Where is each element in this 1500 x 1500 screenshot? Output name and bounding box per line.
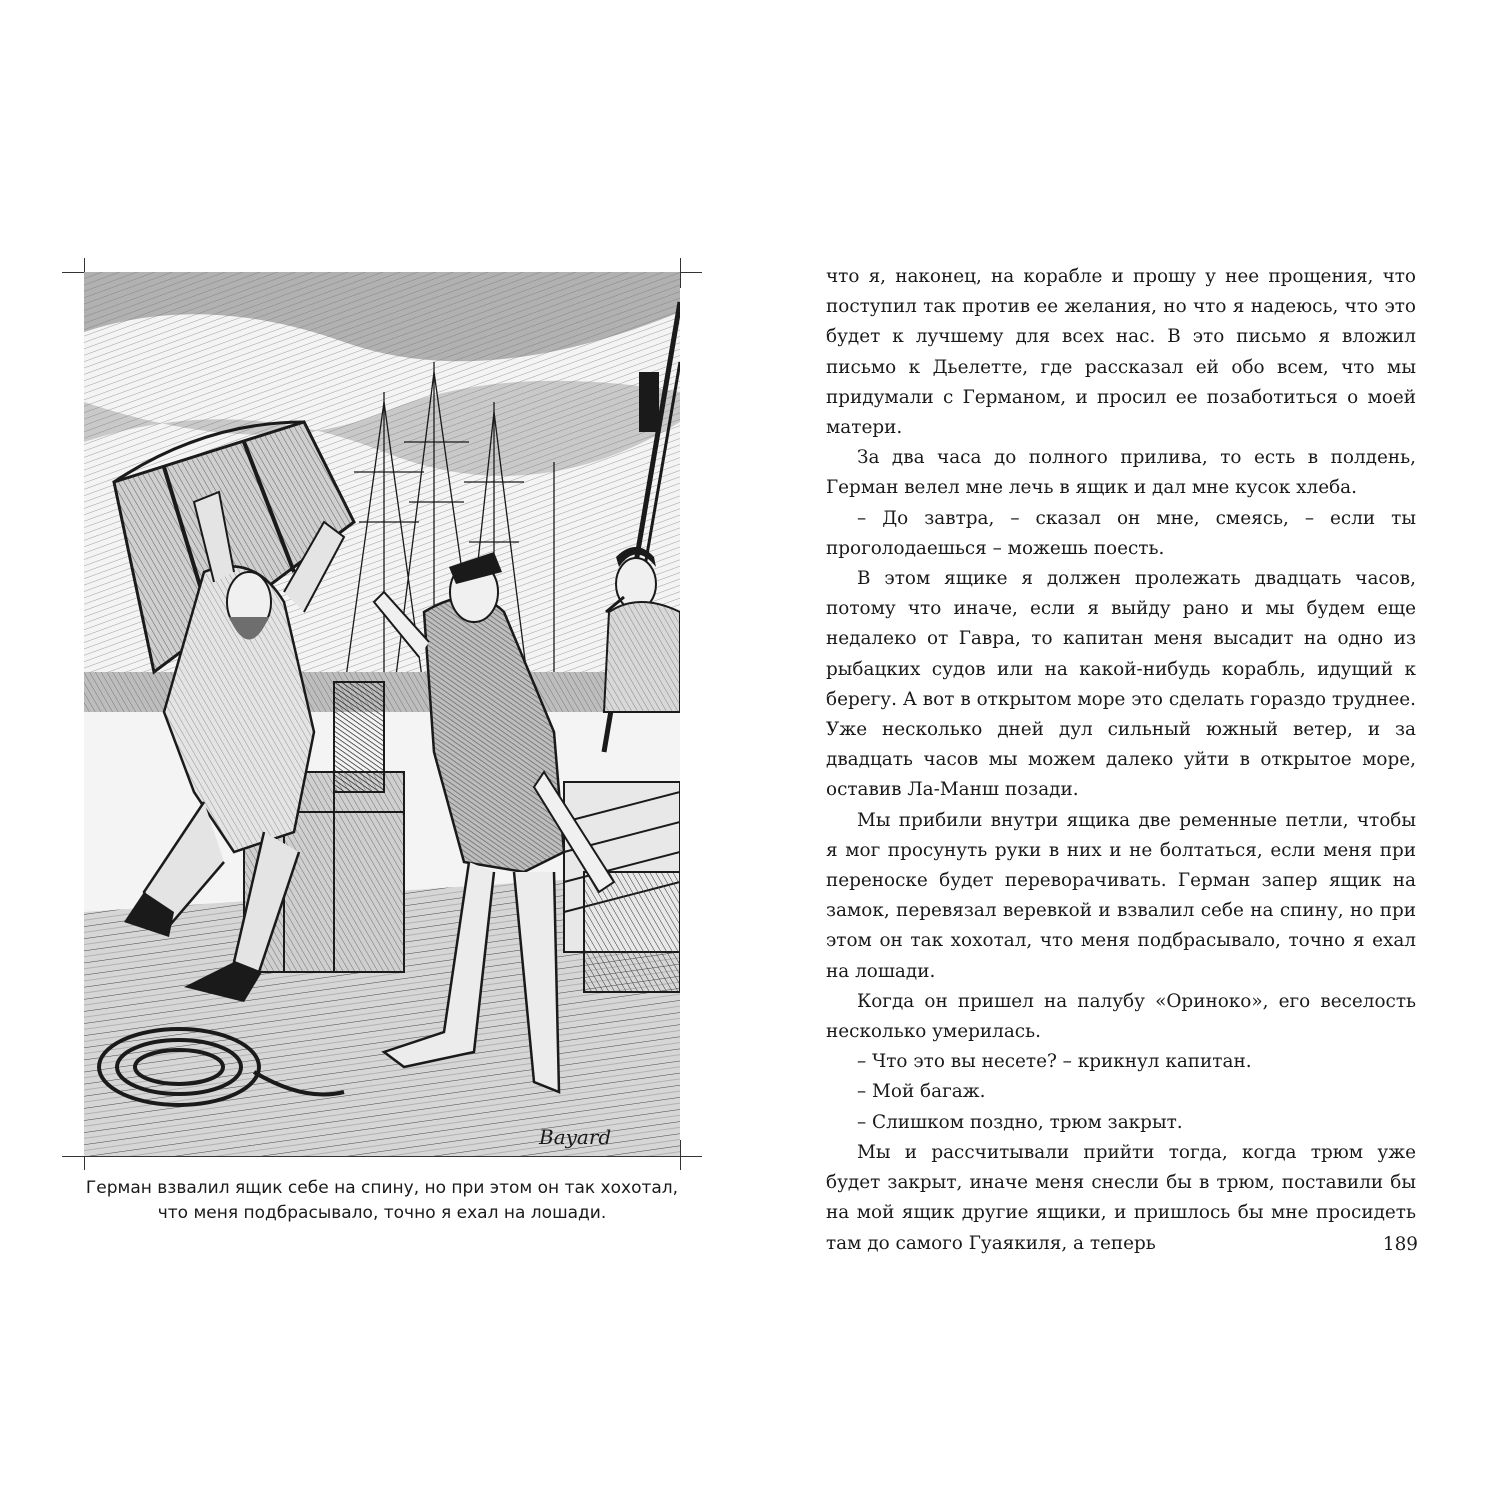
crop-mark-bottom [62,1156,702,1157]
illustration-caption [62,1176,702,1226]
caption-line-2: что меня подбрасывало, точно я ехал на лошади. [157,1203,607,1223]
dialogue-line: – До завтра, – сказал он мне, смеясь, – если ты проголодаешься – можешь поесть. [826,507,1416,559]
engraving-svg [84,272,680,1156]
page-number: 189 [1382,1234,1418,1255]
paragraph: За два часа до полного прилива, то есть в полдень, Герман велел мне лечь в ящик и дал мне кусок хлеба. [826,447,1416,499]
engraving-illustration [84,272,680,1156]
caption-line-1: Герман взвалил ящик себе на спину, но при этом он так хохотал, [85,1178,679,1198]
dialogue-line: – Что это вы несете? – крикнул капитан. [857,1051,1252,1073]
illustration-frame [62,258,702,1170]
paragraph: Мы прибили внутри ящика две ременные петли, чтобы я мог просунуть руки в них и не болтаться, если меня при переноске будет переворачивать. Герман запер ящик на замок, перевязал веревкой и взвалил себе на спину, но при этом он так хохотал, что меня подбрасывало, точно я ехал на лошади. [826,809,1416,982]
paragraph: В этом ящике я должен пролежать двадцать часов, потому что иначе, если я выйду рано и мы будем еще недалеко от Гавра, то капитан меня высадит на одно из рыбацких судов или на какой-нибудь корабль, идущий к берегу. А вот в открытом море это сделать гораздо труднее. Уже несколько дней дул сильный южный ветер, и за двадцать часов мы можем далеко уйти в открытое море, оставив Ла-Манш позади. [826,568,1416,801]
paragraph: Когда он пришел на палубу «Ориноко», его веселость несколько умерилась. [826,990,1416,1043]
crop-mark-br [680,1140,681,1170]
paragraph: что я, наконец, на корабле и прошу у нее прощения, что поступил так против ее желания, но что я надеюсь, что это будет к лучшему для всех нас. В это письмо я вложил письмо к Дьелетте, где рассказал ей обо всем, что мы придумали с Германом, и просил ее позаботиться о моей матери. [826,266,1416,439]
page-text [826,262,1416,1259]
dialogue-line: – Мой багаж. [857,1081,986,1103]
dialogue-line: – Слишком поздно, трюм закрыт. [857,1111,1183,1133]
crop-mark-tr [680,258,681,288]
engraver-signature: Bayard [539,1125,612,1149]
paragraph: Мы и рассчитывали прийти тогда, когда трюм уже будет закрыт, иначе меня снесли бы в трюм, поставили бы на мой ящик другие ящики, и пришлось бы мне просидеть там до самого Гуаякиля, а теперь [826,1141,1416,1254]
